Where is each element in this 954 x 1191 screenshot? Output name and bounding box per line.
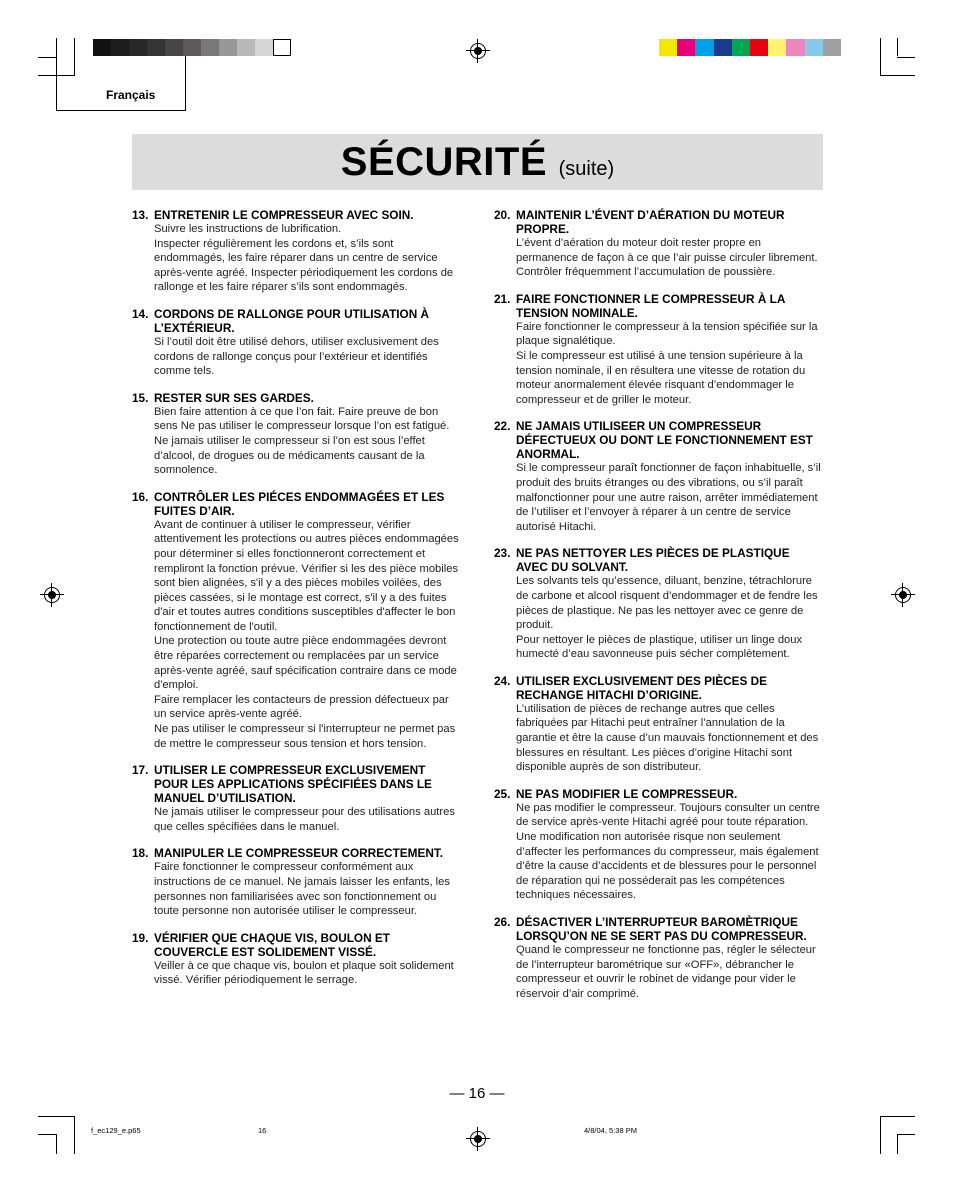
safety-item [132,763,462,834]
item-number: 21. [494,291,511,306]
item-paragraph: Veiller à ce que chaque vis, boulon et plaque soit solidement vissé. Vérifier périodiquement le serrage. [154,959,454,987]
safety-item [494,546,824,662]
item-heading-text: CORDONS DE RALLONGE POUR UTILISATION À L’EXTÉRIEUR. [154,306,430,335]
crop-mark [897,57,915,58]
crop-mark [880,38,881,76]
footer-file-name: f_ec129_e.p65 [91,1126,141,1135]
item-heading-text: VÉRIFIER QUE CHAQUE VIS, BOULON ET COUVERCLE EST SOLIDEMENT VISSÉ. [154,930,390,959]
item-number: 15. [132,390,149,405]
crop-mark [897,38,898,56]
item-heading [132,763,462,805]
item-paragraph: Pour nettoyer le pièces de plastique, utiliser un linge doux humecté d’eau savonneuse puis sécher complètement. [516,633,803,661]
item-number: 13. [132,208,149,222]
color-swatch [695,39,713,56]
item-heading [494,292,824,320]
item-heading-text: CONTRÔLER LES PIÉCES ENDOMMAGÉES ET LES FUITES D’AIR. [154,489,445,518]
color-swatch [823,39,841,56]
language-tab [56,56,186,111]
item-heading [132,490,462,518]
crop-mark [56,1134,57,1154]
crop-mark [897,1134,898,1154]
item-body [516,461,824,534]
color-swatch [255,39,273,56]
crop-mark [897,1134,915,1135]
item-paragraph: Quand le compresseur ne fonctionne pas, régler le sélecteur de l’interrupteur barométrique sur «OFF», débrancher le compresseur et ouvrir le robinet de vidange pour vider le réservoir d’air comprimé. [516,944,816,1000]
color-swatch [219,39,237,56]
item-heading-text: ENTRETENIR LE COMPRESSEUR AVEC SOIN. [154,208,414,222]
item-paragraph: Faire remplacer les contacteurs de pression défectueux par un service après-vente agréé. [154,693,449,721]
footer-timestamp: 4/8/04, 5:38 PM [584,1126,637,1135]
item-body [516,702,824,775]
crop-mark [880,75,915,76]
color-swatch [805,39,823,56]
crop-mark [38,1134,56,1135]
item-body [154,805,462,834]
item-paragraph: Inspecter régulièrement les cordons et, s’ils sont endommagés, les faire réparer dans un centre de service après-vente agréé. Inspecter périodiquement les cordons de rallonge et les faire réparer s’ils sont endommagés. [154,237,454,294]
page-number: — 16 — [449,1085,505,1102]
item-heading [494,419,824,461]
item-number: 24. [494,673,511,688]
crop-mark [74,1116,75,1154]
item-number: 22. [494,419,511,434]
color-swatch [129,39,147,56]
color-swatch [147,39,165,56]
safety-item [132,931,462,988]
item-heading-text: RESTER SUR SES GARDES. [154,390,314,405]
registration-mark-icon [470,43,486,59]
item-heading-text: NE PAS MODIFIER LE COMPRESSEUR. [516,786,738,801]
crop-mark [56,38,57,56]
color-swatch [732,39,750,56]
item-body [516,801,824,903]
item-number: 25. [494,786,511,801]
item-heading [132,208,462,222]
safety-item [494,787,824,903]
item-paragraph: Ne pas modifier le compresseur. Toujours consulter un centre de service après-vente Hitachi agréé pour toute réparation. Une modification non autorisée risque non seulement d’affecter les performances du compresseur, mais également d’être la cause d’accidents et de blessures pour le personnel de réparation qui ne posséderait pas les compétences techniques nécessaires. [516,801,820,902]
item-heading-text: NE JAMAIS UTILISEER UN COMPRESSEUR DÉFECTUEUX OU DONT LE FONCTIONNEMENT EST ANORMAL. [516,419,813,462]
item-heading-text: UTILISER EXCLUSIVEMENT DES PIÈCES DE RECHANGE HITACHI D’ORIGINE. [516,673,768,702]
item-heading-text: MAINTENIR L’ÉVENT D’AÉRATION DU MOTEUR PROPRE. [516,208,785,236]
item-body [516,574,824,662]
item-paragraph: Bien faire attention à ce que l’on fait. Faire preuve de bon sens Ne pas utiliser le compresseur lorsque l’on est fatigué. Ne jamais utiliser le compresseur si l’on est sous l’effet d’alcool, de drogues ou de médicaments causant de la somnolence. [154,405,450,477]
item-paragraph: Faire fonctionner le compresseur à la tension spécifiée sur la plaque signalétique. [516,320,818,348]
crop-mark [38,1116,74,1117]
item-paragraph: Les solvants tels qu’essence, diluant, benzine, tétrachlorure de carbone et alcool risquent d’endommager et de fendre les pièces de plastique. Ne pas les nettoyer avec ce genre de produit. [516,575,818,632]
item-body [154,518,462,752]
color-swatch [768,39,786,56]
title-main: SÉCURITÉ [340,140,548,184]
color-swatch [659,39,677,56]
item-body [516,943,824,1001]
item-paragraph: L’évent d’aération du moteur doit rester propre en permanence de façon à ce que l’air puisse circuler librement. Contrôler fréquemment l’accumulation de poussière. [516,237,818,279]
item-number: 14. [132,306,149,321]
color-swatch [786,39,804,56]
safety-item [494,674,824,775]
item-paragraph: Suivre les instructions de lubrification. [154,223,342,235]
item-number: 20. [494,208,511,222]
item-heading [132,931,462,959]
item-paragraph: Ne jamais utiliser le compresseur pour des utilisations autres que celles spécifiées dans le manuel. [154,806,455,833]
footer-file-page: 16 [258,1126,267,1135]
color-swatch [111,39,129,56]
item-paragraph: L’utilisation de pièces de rechange autres que celles fabriquées par Hitachi peut entraîner l’annulation de la garantie et être la cause d’un mauvais fonctionnement et des blessures en résultant. Les pièces d’origine Hitachi sont disponible auprès de son distributeur. [516,702,819,774]
safety-item [132,391,462,478]
color-swatch [750,39,768,56]
color-swatch [93,39,111,56]
safety-item [494,208,824,280]
color-swatch [201,39,219,56]
item-number: 23. [494,546,511,561]
item-heading [132,307,462,335]
title-suffix: (suite) [558,158,615,180]
color-swatch [677,39,695,56]
safety-item [494,292,824,408]
item-heading [494,674,824,702]
item-paragraph: Une protection ou toute autre pièce endommagées devront être réparées correctement ou remplacées par un service après-vente agréé, sauf spécification contraire dans ce mode d'emploi. [154,635,457,692]
language-label: Français [106,88,156,102]
item-body [516,320,824,408]
item-heading [494,208,824,236]
item-heading-text: DÉSACTIVER L’INTERRUPTEUR BAROMÈTRIQUE LORSQU’ON NE SE SERT PAS DU COMPRESSEUR. [516,915,807,943]
item-body [154,335,462,379]
registration-mark-icon [895,587,911,603]
item-number: 17. [132,763,149,778]
safety-item [132,307,462,379]
title-banner [132,134,823,190]
page-title [132,140,823,185]
safety-item [132,208,462,295]
item-number: 19. [132,930,149,945]
color-swatch [165,39,183,56]
item-heading-text: NE PAS NETTOYER LES PIÈCES DE PLASTIQUE AVEC DU SOLVANT. [516,546,790,575]
item-body [154,222,462,295]
item-heading [494,787,824,801]
left-column [132,208,462,1000]
item-body [154,860,462,918]
color-swatch [714,39,732,56]
item-body [154,405,462,478]
item-body [516,236,824,280]
safety-item [132,490,462,752]
item-paragraph: Faire fonctionner le compresseur conformément aux instructions de ce manuel. Ne jamais laisser les enfants, les personnes non familiarisées avec son fonctionnement ou toute personne non autorisée utiliser le compresseur. [154,861,450,918]
item-heading-text: FAIRE FONCTIONNER LE COMPRESSEUR À LA TENSION NOMINALE. [516,291,785,320]
item-heading-text: UTILISER LE COMPRESSEUR EXCLUSIVEMENT POUR LES APPLICATIONS SPÉCIFIÉES DANS LE MANUEL D’UTILISATION. [154,763,432,806]
registration-mark-icon [470,1131,486,1147]
safety-item [132,846,462,918]
right-column [494,208,824,1013]
color-swatch [237,39,255,56]
item-heading [494,915,824,943]
item-paragraph: Si l’outil doit être utilisé dehors, utiliser exclusivement des cordons de rallonge conçus pour l’extérieur et identifiés comme tels. [154,335,439,378]
item-paragraph: Avant de continuer à utiliser le compresseur, vérifier attentivement les protections ou autres pièces endommagées pour déterminer si elles fonctionneront correctement et rempliront la fonction prévue. Vérifier si les des pièce mobiles sont bien alignées, s'il y a des pièces mobiles voilées, des pièces cassées, si le montage est correct, s'il y a des fuites d'air et toutes autres conditions susceptibles d'affecter le bon fonctionnement de l'outil. [154,518,459,633]
color-swatch [273,39,291,56]
crop-mark [880,1116,915,1117]
item-heading [494,546,824,574]
registration-mark-icon [44,587,60,603]
item-number: 18. [132,846,149,861]
item-number: 16. [132,489,149,504]
item-heading [132,391,462,405]
safety-item [494,419,824,534]
safety-item [494,915,824,1001]
color-swatch [183,39,201,56]
item-paragraph: Si le compresseur est utilisé à une tension supérieure à la tension nominale, il en résultera une vitesse de rotation du moteur anormalement élevée risquant d’endommager le compresseur et de griller le moteur. [516,349,806,406]
item-heading [132,846,462,860]
item-number: 26. [494,915,511,929]
item-heading-text: MANIPULER LE COMPRESSEUR CORRECTEMENT. [154,846,444,861]
crop-mark [38,57,56,58]
item-body [154,959,462,988]
item-paragraph: Si le compresseur paraît fonctionner de façon inhabituelle, s’il produit des bruits étranges ou des vibrations, ou s’il paraît malfonctionner pour une autre raison, arrêter immédiatement de l’utiliser et l’envoyer à réparer à un centre de service autorisé Hitachi. [516,462,821,533]
crop-mark [880,1116,881,1154]
item-paragraph: Ne pas utiliser le compresseur si l'interrupteur ne permet pas de mettre le compresseur sous tension et hors tension. [154,723,456,750]
